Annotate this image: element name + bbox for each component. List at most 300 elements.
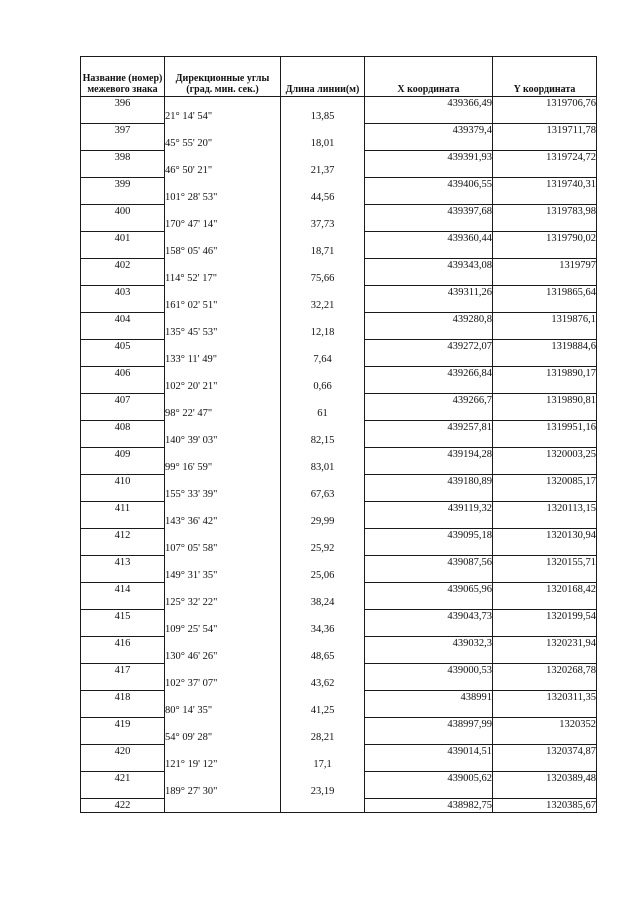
empty-cell (81, 650, 165, 664)
y-coordinate-cell: 1320374,87 (493, 745, 597, 759)
mark-name-cell: 422 (81, 799, 165, 813)
line-length-cell: 82,15 (281, 434, 365, 448)
empty-cell (165, 664, 281, 678)
x-coordinate-cell: 439280,8 (365, 313, 493, 327)
y-coordinate-cell: 1320113,15 (493, 502, 597, 516)
empty-cell (165, 124, 281, 138)
empty-cell (493, 623, 597, 637)
empty-cell (493, 596, 597, 610)
empty-cell (81, 164, 165, 178)
mark-name-cell: 403 (81, 286, 165, 300)
line-length-cell: 75,66 (281, 272, 365, 286)
direction-angle-cell: 98° 22' 47" (165, 407, 281, 421)
empty-cell (81, 299, 165, 313)
mark-name-cell: 399 (81, 178, 165, 192)
direction-angle-cell: 130° 46' 26" (165, 650, 281, 664)
empty-cell (493, 272, 597, 286)
y-coordinate-cell: 1319865,64 (493, 286, 597, 300)
empty-cell (81, 677, 165, 691)
empty-cell (493, 758, 597, 772)
table-row-line (81, 380, 597, 394)
empty-cell (493, 218, 597, 232)
empty-cell (365, 650, 493, 664)
mark-name-cell: 415 (81, 610, 165, 624)
empty-cell (365, 623, 493, 637)
y-coordinate-cell: 1319740,31 (493, 178, 597, 192)
empty-cell (165, 529, 281, 543)
empty-cell (281, 502, 365, 516)
empty-cell (365, 677, 493, 691)
empty-cell (281, 637, 365, 651)
empty-cell (81, 542, 165, 556)
x-coordinate-cell: 439095,18 (365, 529, 493, 543)
table-row-line (81, 299, 597, 313)
direction-angle-cell: 143° 36' 42" (165, 515, 281, 529)
table-row-line (81, 191, 597, 205)
empty-cell (493, 137, 597, 151)
empty-cell (165, 745, 281, 759)
line-length-cell: 44,56 (281, 191, 365, 205)
empty-cell (281, 583, 365, 597)
y-coordinate-cell: 1319884,6 (493, 340, 597, 354)
mark-name-cell: 398 (81, 151, 165, 165)
direction-angle-cell: 114° 52' 17" (165, 272, 281, 286)
direction-angle-cell: 102° 37' 07" (165, 677, 281, 691)
mark-name-cell: 416 (81, 637, 165, 651)
x-coordinate-cell: 439406,55 (365, 178, 493, 192)
empty-cell (165, 772, 281, 786)
mark-name-cell: 396 (81, 97, 165, 111)
empty-cell (165, 178, 281, 192)
table-row-line (81, 731, 597, 745)
empty-cell (365, 434, 493, 448)
empty-cell (493, 569, 597, 583)
empty-cell (281, 745, 365, 759)
x-coordinate-cell: 439379,4 (365, 124, 493, 138)
x-coordinate-cell: 439194,28 (365, 448, 493, 462)
empty-cell (81, 353, 165, 367)
mark-name-cell: 414 (81, 583, 165, 597)
mark-name-cell: 418 (81, 691, 165, 705)
empty-cell (493, 461, 597, 475)
empty-cell (493, 245, 597, 259)
empty-cell (165, 367, 281, 381)
empty-cell (81, 245, 165, 259)
empty-cell (281, 286, 365, 300)
x-coordinate-cell: 439257,81 (365, 421, 493, 435)
table-row-line (81, 326, 597, 340)
direction-angle-cell: 155° 33' 39" (165, 488, 281, 502)
table-row-point (81, 232, 597, 246)
table-row-point (81, 448, 597, 462)
x-coordinate-cell: 439032,3 (365, 637, 493, 651)
header-line-length: Длина линии(м) (281, 57, 365, 97)
table-row-line (81, 110, 597, 124)
empty-cell (81, 704, 165, 718)
empty-cell (165, 205, 281, 219)
table-row-point (81, 313, 597, 327)
direction-angle-cell: 99° 16' 59" (165, 461, 281, 475)
table-row-line (81, 218, 597, 232)
table-row-line (81, 515, 597, 529)
line-length-cell: 21,37 (281, 164, 365, 178)
mark-name-cell: 420 (81, 745, 165, 759)
line-length-cell: 67,63 (281, 488, 365, 502)
y-coordinate-cell: 1320385,67 (493, 799, 597, 813)
empty-cell (281, 313, 365, 327)
table-row-line (81, 542, 597, 556)
empty-cell (493, 353, 597, 367)
line-length-cell: 0,66 (281, 380, 365, 394)
empty-cell (365, 731, 493, 745)
line-length-cell: 7,64 (281, 353, 365, 367)
empty-cell (165, 448, 281, 462)
direction-angle-cell: 46° 50' 21" (165, 164, 281, 178)
line-length-cell: 48,65 (281, 650, 365, 664)
direction-angle-cell: 107° 05' 58" (165, 542, 281, 556)
header-mark-name: Название (номер) межевого знака (81, 57, 165, 97)
direction-angle-cell: 158° 05' 46" (165, 245, 281, 259)
line-length-cell: 12,18 (281, 326, 365, 340)
empty-cell (81, 461, 165, 475)
y-coordinate-cell: 1320311,35 (493, 691, 597, 705)
empty-cell (493, 650, 597, 664)
line-length-cell: 61 (281, 407, 365, 421)
direction-angle-cell: 135° 45' 53" (165, 326, 281, 340)
mark-name-cell: 412 (81, 529, 165, 543)
y-coordinate-cell: 1320389,48 (493, 772, 597, 786)
mark-name-cell: 400 (81, 205, 165, 219)
empty-cell (281, 448, 365, 462)
mark-name-cell: 417 (81, 664, 165, 678)
line-length-cell: 13,85 (281, 110, 365, 124)
table-row-point (81, 556, 597, 570)
empty-cell (81, 488, 165, 502)
empty-cell (493, 677, 597, 691)
empty-cell (281, 151, 365, 165)
table-row-line (81, 623, 597, 637)
empty-cell (493, 515, 597, 529)
boundary-coordinates-table (80, 56, 597, 813)
header-x-coordinate: X координата (365, 57, 493, 97)
empty-cell (365, 137, 493, 151)
table-row-line (81, 785, 597, 799)
mark-name-cell: 406 (81, 367, 165, 381)
table-row-point (81, 583, 597, 597)
direction-angle-cell: 170° 47' 14" (165, 218, 281, 232)
table-row-point (81, 151, 597, 165)
mark-name-cell: 404 (81, 313, 165, 327)
empty-cell (365, 407, 493, 421)
x-coordinate-cell: 439014,51 (365, 745, 493, 759)
empty-cell (81, 326, 165, 340)
empty-cell (81, 407, 165, 421)
empty-cell (365, 272, 493, 286)
empty-cell (281, 259, 365, 273)
direction-angle-cell: 161° 02' 51" (165, 299, 281, 313)
table-row-point (81, 610, 597, 624)
y-coordinate-cell: 1320352 (493, 718, 597, 732)
direction-angle-cell: 189° 27' 30" (165, 785, 281, 799)
x-coordinate-cell: 439005,62 (365, 772, 493, 786)
x-coordinate-cell: 439043,73 (365, 610, 493, 624)
line-length-cell: 17,1 (281, 758, 365, 772)
empty-cell (281, 610, 365, 624)
mark-name-cell: 405 (81, 340, 165, 354)
empty-cell (81, 785, 165, 799)
direction-angle-cell: 101° 28' 53" (165, 191, 281, 205)
empty-cell (493, 299, 597, 313)
empty-cell (365, 758, 493, 772)
empty-cell (493, 191, 597, 205)
empty-cell (365, 245, 493, 259)
mark-name-cell: 407 (81, 394, 165, 408)
empty-cell (493, 326, 597, 340)
table-row-line (81, 353, 597, 367)
y-coordinate-cell: 1320199,54 (493, 610, 597, 624)
line-length-cell: 37,73 (281, 218, 365, 232)
y-coordinate-cell: 1319890,81 (493, 394, 597, 408)
table-row-point (81, 799, 597, 813)
x-coordinate-cell: 439397,68 (365, 205, 493, 219)
direction-angle-cell: 140° 39' 03" (165, 434, 281, 448)
table-row-point (81, 745, 597, 759)
table-row-line (81, 596, 597, 610)
table-row-point (81, 286, 597, 300)
empty-cell (165, 151, 281, 165)
table-row-line (81, 677, 597, 691)
empty-cell (81, 272, 165, 286)
empty-cell (81, 731, 165, 745)
empty-cell (365, 299, 493, 313)
table-row-line (81, 164, 597, 178)
empty-cell (165, 340, 281, 354)
empty-cell (365, 704, 493, 718)
empty-cell (81, 515, 165, 529)
x-coordinate-cell: 439180,89 (365, 475, 493, 489)
empty-cell (281, 421, 365, 435)
empty-cell (165, 232, 281, 246)
line-length-cell: 25,92 (281, 542, 365, 556)
empty-cell (365, 461, 493, 475)
empty-cell (365, 785, 493, 799)
y-coordinate-cell: 1320003,25 (493, 448, 597, 462)
empty-cell (281, 664, 365, 678)
empty-cell (493, 164, 597, 178)
empty-cell (281, 475, 365, 489)
empty-cell (365, 164, 493, 178)
line-length-cell: 34,36 (281, 623, 365, 637)
empty-cell (365, 515, 493, 529)
empty-cell (165, 799, 281, 813)
header-direction-angle: Дирекционные углы (град. мин. сек.) (165, 57, 281, 97)
empty-cell (165, 286, 281, 300)
mark-name-cell: 408 (81, 421, 165, 435)
empty-cell (165, 556, 281, 570)
mark-name-cell: 409 (81, 448, 165, 462)
empty-cell (281, 97, 365, 111)
x-coordinate-cell: 439119,32 (365, 502, 493, 516)
empty-cell (281, 718, 365, 732)
table-row-line (81, 488, 597, 502)
empty-cell (165, 718, 281, 732)
y-coordinate-cell: 1320130,94 (493, 529, 597, 543)
y-coordinate-cell: 1320168,42 (493, 583, 597, 597)
x-coordinate-cell: 439366,49 (365, 97, 493, 111)
empty-cell (493, 731, 597, 745)
empty-cell (165, 259, 281, 273)
direction-angle-cell: 149° 31' 35" (165, 569, 281, 583)
x-coordinate-cell: 439065,96 (365, 583, 493, 597)
empty-cell (165, 97, 281, 111)
y-coordinate-cell: 1319783,98 (493, 205, 597, 219)
empty-cell (165, 691, 281, 705)
x-coordinate-cell: 439266,84 (365, 367, 493, 381)
empty-cell (281, 340, 365, 354)
x-coordinate-cell: 438982,75 (365, 799, 493, 813)
mark-name-cell: 421 (81, 772, 165, 786)
empty-cell (281, 367, 365, 381)
empty-cell (365, 542, 493, 556)
y-coordinate-cell: 1319790,02 (493, 232, 597, 246)
empty-cell (493, 110, 597, 124)
table-row-line (81, 758, 597, 772)
empty-cell (365, 326, 493, 340)
empty-cell (365, 380, 493, 394)
line-length-cell: 25,06 (281, 569, 365, 583)
empty-cell (165, 502, 281, 516)
table-row-line (81, 137, 597, 151)
y-coordinate-cell: 1319711,78 (493, 124, 597, 138)
empty-cell (365, 569, 493, 583)
empty-cell (281, 556, 365, 570)
empty-cell (165, 637, 281, 651)
direction-angle-cell: 125° 32' 22" (165, 596, 281, 610)
empty-cell (493, 488, 597, 502)
empty-cell (281, 178, 365, 192)
empty-cell (281, 799, 365, 813)
line-length-cell: 29,99 (281, 515, 365, 529)
mark-name-cell: 419 (81, 718, 165, 732)
mark-name-cell: 401 (81, 232, 165, 246)
empty-cell (493, 704, 597, 718)
empty-cell (493, 380, 597, 394)
empty-cell (365, 191, 493, 205)
table-row-point (81, 367, 597, 381)
mark-name-cell: 411 (81, 502, 165, 516)
empty-cell (81, 218, 165, 232)
empty-cell (81, 596, 165, 610)
line-length-cell: 32,21 (281, 299, 365, 313)
mark-name-cell: 402 (81, 259, 165, 273)
table-row-point (81, 502, 597, 516)
x-coordinate-cell: 439000,53 (365, 664, 493, 678)
line-length-cell: 43,62 (281, 677, 365, 691)
empty-cell (281, 124, 365, 138)
direction-angle-cell: 45° 55' 20" (165, 137, 281, 151)
mark-name-cell: 410 (81, 475, 165, 489)
x-coordinate-cell: 439266,7 (365, 394, 493, 408)
table-row-point (81, 340, 597, 354)
empty-cell (281, 205, 365, 219)
y-coordinate-cell: 1319724,72 (493, 151, 597, 165)
empty-cell (165, 394, 281, 408)
x-coordinate-cell: 438997,99 (365, 718, 493, 732)
table-row-point (81, 475, 597, 489)
table-row-line (81, 272, 597, 286)
empty-cell (81, 758, 165, 772)
table-row-point (81, 421, 597, 435)
empty-cell (365, 596, 493, 610)
empty-cell (493, 785, 597, 799)
empty-cell (493, 542, 597, 556)
direction-angle-cell: 133° 11' 49" (165, 353, 281, 367)
y-coordinate-cell: 1319797 (493, 259, 597, 273)
direction-angle-cell: 121° 19' 12" (165, 758, 281, 772)
y-coordinate-cell: 1319706,76 (493, 97, 597, 111)
x-coordinate-cell: 439360,44 (365, 232, 493, 246)
table-row-point (81, 718, 597, 732)
direction-angle-cell: 109° 25' 54" (165, 623, 281, 637)
table-row-line (81, 245, 597, 259)
y-coordinate-cell: 1320155,71 (493, 556, 597, 570)
direction-angle-cell: 80° 14' 35" (165, 704, 281, 718)
empty-cell (81, 380, 165, 394)
empty-cell (281, 529, 365, 543)
table-row-line (81, 650, 597, 664)
table-row-line (81, 434, 597, 448)
table-row-point (81, 178, 597, 192)
x-coordinate-cell: 438991 (365, 691, 493, 705)
table-row-point (81, 772, 597, 786)
line-length-cell: 18,01 (281, 137, 365, 151)
empty-cell (165, 583, 281, 597)
y-coordinate-cell: 1319951,16 (493, 421, 597, 435)
direction-angle-cell: 54° 09' 28" (165, 731, 281, 745)
table-row-point (81, 259, 597, 273)
line-length-cell: 38,24 (281, 596, 365, 610)
empty-cell (493, 434, 597, 448)
table-row-point (81, 394, 597, 408)
empty-cell (281, 232, 365, 246)
empty-cell (281, 394, 365, 408)
table-row-line (81, 461, 597, 475)
table-row-point (81, 97, 597, 111)
table-row-point (81, 637, 597, 651)
table-row-point (81, 529, 597, 543)
line-length-cell: 23,19 (281, 785, 365, 799)
empty-cell (281, 772, 365, 786)
empty-cell (165, 313, 281, 327)
header-y-coordinate: Y координата (493, 57, 597, 97)
y-coordinate-cell: 1320085,17 (493, 475, 597, 489)
empty-cell (365, 488, 493, 502)
empty-cell (493, 407, 597, 421)
table-header-row (81, 57, 597, 97)
x-coordinate-cell: 439311,26 (365, 286, 493, 300)
table-row-line (81, 569, 597, 583)
empty-cell (81, 623, 165, 637)
x-coordinate-cell: 439087,56 (365, 556, 493, 570)
mark-name-cell: 397 (81, 124, 165, 138)
empty-cell (81, 110, 165, 124)
table-row-point (81, 691, 597, 705)
empty-cell (165, 475, 281, 489)
mark-name-cell: 413 (81, 556, 165, 570)
empty-cell (81, 137, 165, 151)
x-coordinate-cell: 439272,07 (365, 340, 493, 354)
y-coordinate-cell: 1320231,94 (493, 637, 597, 651)
